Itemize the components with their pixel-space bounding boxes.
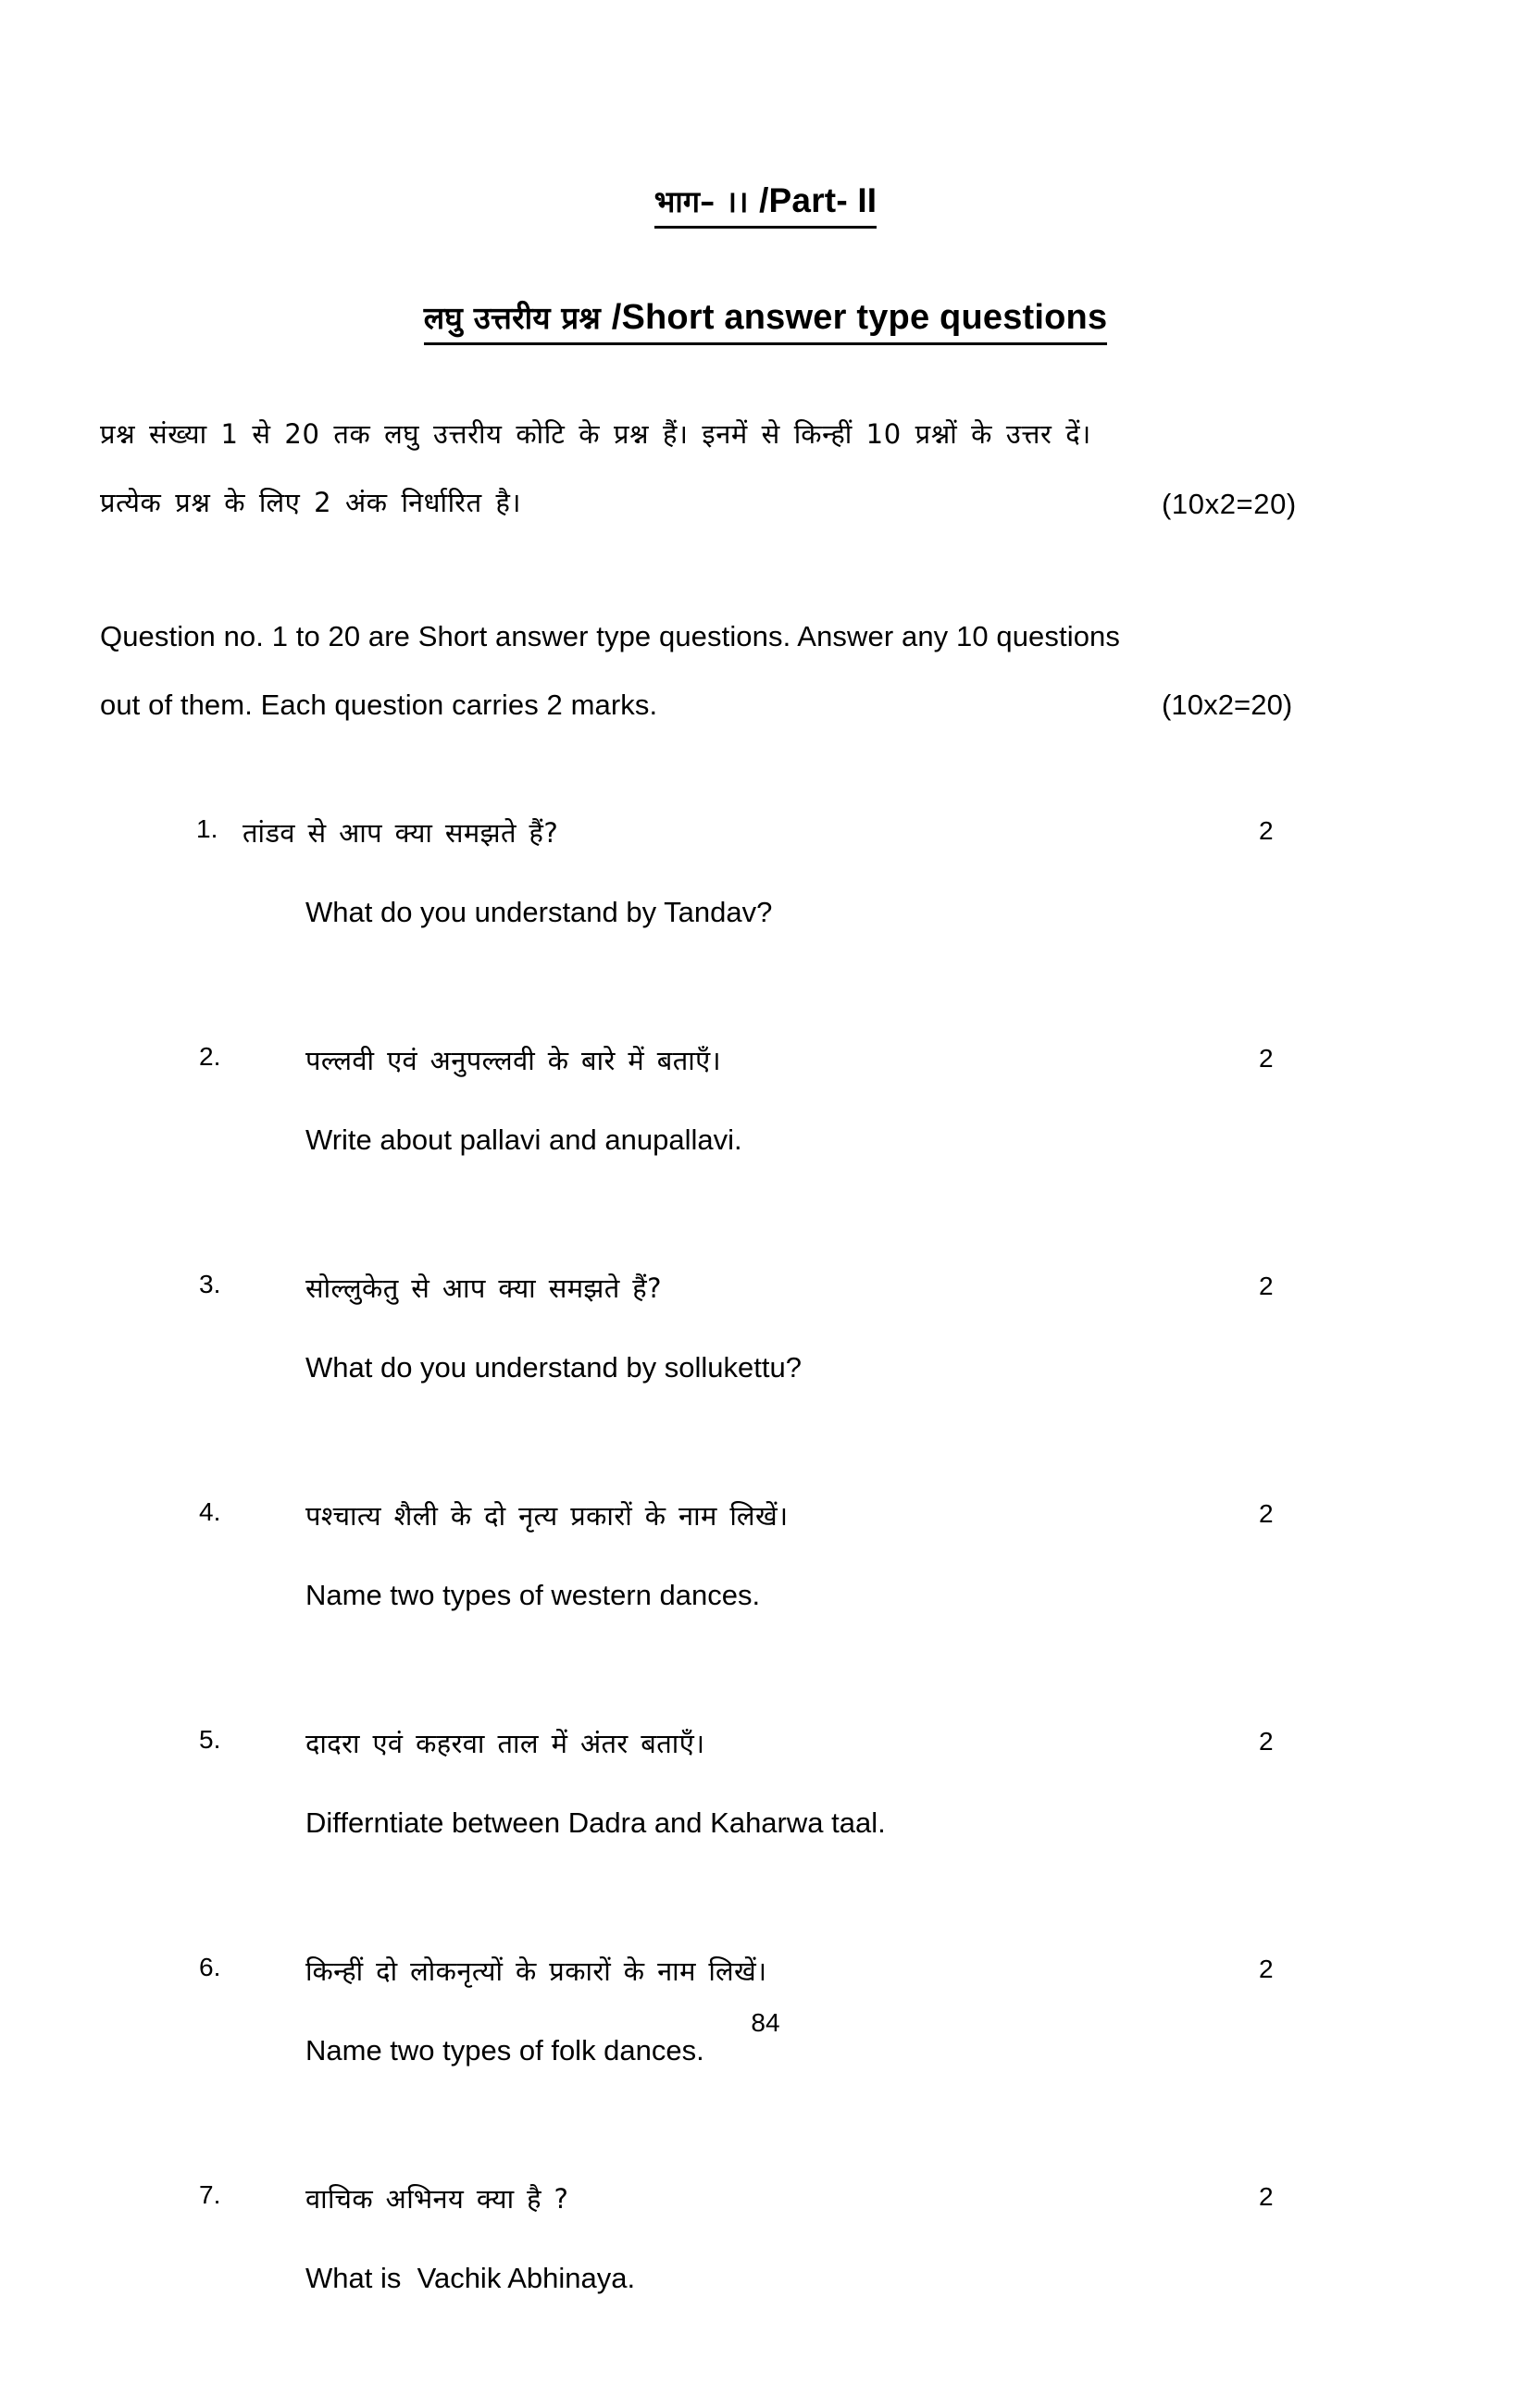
- instructions-english-marks: (10x2=20): [1162, 689, 1293, 721]
- question-marks: 2: [1259, 1727, 1274, 1756]
- instructions-hindi: [100, 418, 1451, 558]
- question-text-english: Name two types of western dances.: [305, 1579, 761, 1611]
- question-marks: 2: [1259, 1044, 1274, 1073]
- instructions-english-line-2: [100, 690, 1451, 759]
- question-marks: 2: [1259, 1272, 1274, 1300]
- question-text-hindi: पश्चात्य शैली के दो नृत्य प्रकारों के नाम लिखें।: [305, 1500, 789, 1532]
- section-heading-hindi: लघु उत्तरीय प्रश्न: [423, 300, 612, 336]
- question-number: 5.: [199, 1725, 221, 1754]
- question-text-english: Differntiate between Dadra and Kaharwa taal.: [305, 1806, 886, 1839]
- question-marks: 2: [1259, 2182, 1274, 2211]
- question-number: 2.: [199, 1042, 221, 1071]
- instructions-english-line-1-text: Question no. 1 to 20 are Short answer type questions. Answer any 10 questions: [100, 620, 1120, 652]
- section-heading: [0, 296, 1531, 345]
- question-text-english: What do you understand by Tandav?: [305, 896, 773, 928]
- question-item: [0, 2180, 1531, 2408]
- question-text-english: What is Vachik Abhinaya.: [305, 2262, 636, 2294]
- question-marks: 2: [1259, 816, 1274, 845]
- section-heading-text: [424, 296, 1108, 345]
- instructions-hindi-line-1: [100, 418, 1451, 490]
- question-text-english: Name two types of folk dances.: [305, 2034, 704, 2067]
- question-item: [0, 1042, 1531, 1270]
- part-heading-text: [654, 181, 878, 229]
- instructions-english-line-1: [100, 622, 1451, 690]
- question-marks: 2: [1259, 1955, 1274, 1983]
- question-number: 6.: [199, 1953, 221, 1981]
- question-text-english: Write about pallavi and anupallavi.: [305, 1123, 742, 1156]
- question-item: [0, 1725, 1531, 1953]
- question-item: [0, 1953, 1531, 2180]
- question-text-hindi: सोल्लुकेतु से आप क्या समझते हैं?: [305, 1272, 662, 1304]
- question-number: 3.: [199, 1270, 221, 1298]
- question-text-hindi: दादरा एवं कहरवा ताल में अंतर बताएँ।: [305, 1728, 705, 1759]
- instructions-english-line-2-text: out of them. Each question carries 2 marks.: [100, 689, 658, 721]
- question-number: 1.: [196, 814, 218, 843]
- part-heading-hindi: भाग– ।।: [653, 184, 760, 219]
- question-text-hindi: किन्हीं दो लोकनृत्यों के प्रकारों के नाम लिखें।: [305, 1955, 767, 1987]
- question-item: [0, 814, 1531, 1042]
- question-item: [0, 1270, 1531, 1497]
- section-heading-english: /Short answer type questions: [611, 298, 1108, 337]
- question-text-hindi: वाचिक अभिनय क्या है ?: [305, 2183, 569, 2215]
- question-item: [0, 1497, 1531, 1725]
- question-text-hindi: तांडव से आप क्या समझते हैं?: [243, 817, 559, 849]
- question-marks: 2: [1259, 1499, 1274, 1528]
- part-heading-english: /Part- II: [759, 181, 878, 219]
- instructions-hindi-line-1-text: प्रश्न संख्या 1 से 20 तक लघु उत्तरीय कोटि के प्रश्न हैं। इनमें से किन्हीं 10 प्रश्नों के उत्तर दें।: [100, 418, 1091, 450]
- question-number: 4.: [199, 1497, 221, 1526]
- instructions-hindi-line-2-text: प्रत्येक प्रश्न के लिए 2 अंक निर्धारित है।: [100, 487, 522, 518]
- page-number: 84: [751, 2008, 780, 2037]
- instructions-hindi-marks: (10x2=20): [1162, 488, 1297, 520]
- question-text-english: What do you understand by sollukettu?: [305, 1351, 802, 1384]
- instructions-english: [100, 622, 1451, 759]
- question-number: 7.: [199, 2180, 221, 2209]
- instructions-hindi-line-2: [100, 487, 1451, 558]
- question-list: [0, 814, 1531, 2408]
- question-text-hindi: पल्लवी एवं अनुपल्लवी के बारे में बताएँ।: [305, 1045, 721, 1076]
- part-heading: [0, 181, 1531, 229]
